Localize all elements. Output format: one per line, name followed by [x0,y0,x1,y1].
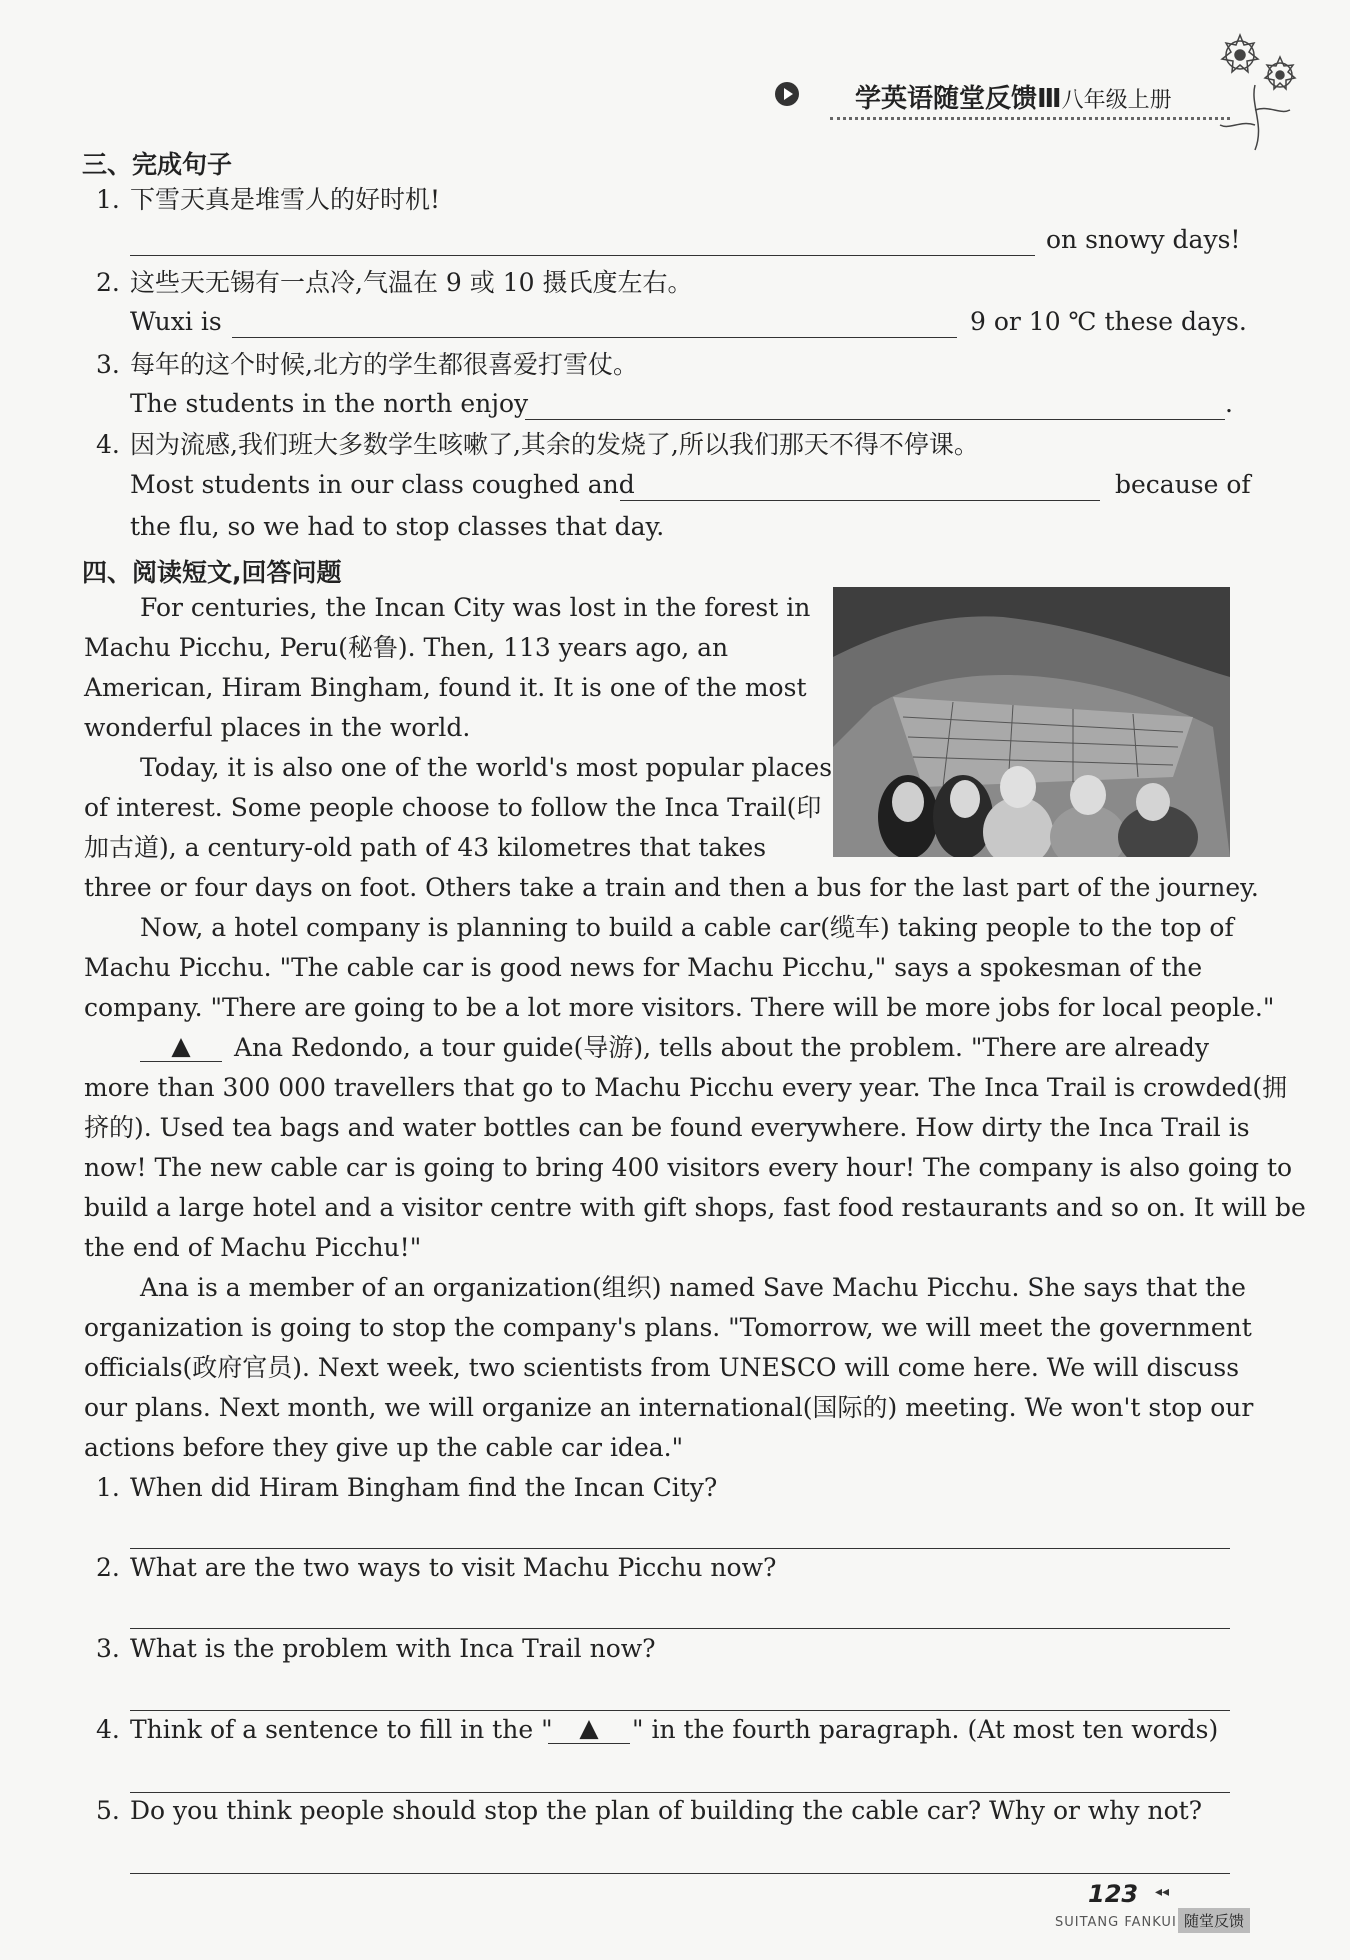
rq4-number: 4. [96,1715,120,1744]
passage-line: Machu Picchu. "The cable car is good news for Machu Picchu," says a spokesman of the [84,953,1203,982]
q2-tail: 9 or 10 ℃ these days. [970,307,1247,336]
q1-number: 1. [96,185,120,214]
header-title-text: 学英语随堂反馈Ⅲ [855,84,1062,114]
header-title [855,78,1172,115]
rq3-text: What is the problem with Inca Trail now? [130,1634,656,1663]
passage-line: company. "There are going to be a lot more visitors. There will be more jobs for local people." [84,993,1275,1022]
rq5-text: Do you think people should stop the plan of building the cable car? Why or why not? [130,1796,1203,1825]
rq1-number: 1. [96,1473,120,1502]
passage-line: our plans. Next month, we will organize an international(国际的) meeting. We won't stop our [84,1393,1254,1422]
footer-arrows-icon: ◂◂ [1155,1884,1170,1900]
passage-line: Ana is a member of an organization(组织) named Save Machu Picchu. She says that the [140,1273,1246,1302]
q1-chinese: 下雪天真是堆雪人的好时机! [130,185,441,214]
q3-chinese: 每年的这个时候,北方的学生都很喜爱打雪仗。 [130,350,638,379]
passage-line: officials(政府官员). Next week, two scientists from UNESCO will come here. We will discuss [84,1353,1240,1382]
q4-head: Most students in our class coughed and [130,470,635,499]
rq4-text-a: Think of a sentence to fill in the " [130,1715,553,1744]
q2-head: Wuxi is [130,307,222,336]
rq5-answer-line[interactable] [130,1873,1230,1874]
q2-blank[interactable] [232,337,957,338]
q3-blank[interactable] [525,419,1225,420]
passage-line: Ana Redondo, a tour guide(导游), tells about the problem. "There are already [234,1033,1209,1062]
play-icon [775,82,799,106]
rq5-number: 5. [96,1796,120,1825]
q3-head: The students in the north enjoy [130,389,529,418]
page-number: 123 [1088,1880,1139,1908]
q4-tail: because of [1115,470,1251,499]
rq1-answer-line[interactable] [130,1548,1230,1549]
passage-line: wonderful places in the world. [84,713,471,742]
triangle-blank: ▲ [140,1031,222,1062]
passage-line: Now, a hotel company is planning to build a cable car(缆车) taking people to the top of [140,913,1234,942]
passage-line: 挤的). Used tea bags and water bottles can be found everywhere. How dirty the Inca Trail is [84,1113,1250,1142]
passage-line: Machu Picchu, Peru(秘鲁). Then, 113 years ago, an [84,633,729,662]
passage-line: of interest. Some people choose to follow the Inca Trail(印 [84,793,822,822]
flower-decoration-icon [1195,15,1315,155]
passage-line: build a large hotel and a visitor centre with gift shops, fast food restaurants and so on. It will be [84,1193,1306,1222]
passage-line: actions before they give up the cable car idea." [84,1433,684,1462]
machu-picchu-photo [833,587,1230,857]
passage-line: three or four days on foot. Others take a train and then a bus for the last part of the journey. [84,873,1259,902]
q3-number: 3. [96,350,120,379]
q4-line2: the flu, so we had to stop classes that day. [130,512,665,541]
rq4-answer-line[interactable] [130,1792,1230,1793]
rq1-text: When did Hiram Bingham find the Incan City? [130,1473,718,1502]
rq2-text: What are the two ways to visit Machu Picchu now? [130,1553,777,1582]
q4-number: 4. [96,430,120,459]
rq2-answer-line[interactable] [130,1628,1230,1629]
rq2-number: 2. [96,1553,120,1582]
passage-line: organization is going to stop the company's plans. "Tomorrow, we will meet the government [84,1313,1252,1342]
q2-number: 2. [96,268,120,297]
passage-line: American, Hiram Bingham, found it. It is one of the most [84,673,807,702]
q4-chinese: 因为流感,我们班大多数学生咳嗽了,其余的发烧了,所以我们那天不得不停课。 [130,430,979,459]
rq3-number: 3. [96,1634,120,1663]
q3-tail: . [1225,389,1233,418]
footer-brand: SUITANG FANKUI [1055,1915,1177,1930]
rq4-triangle: ▲ [548,1713,630,1744]
page-header [775,72,1245,122]
rq4-text-b: " in the fourth paragraph. (At most ten words) [632,1715,1219,1744]
section-4-heading: 四、阅读短文,回答问题 [82,558,342,587]
header-dotted-rule [830,117,1230,120]
q2-chinese: 这些天无锡有一点冷,气温在 9 或 10 摄氏度左右。 [130,268,693,297]
rq3-answer-line[interactable] [130,1710,1230,1711]
passage-line: more than 300 000 travellers that go to Machu Picchu every year. The Inca Trail is crowded(拥 [84,1073,1288,1102]
footer-badge: 随堂反馈 [1178,1908,1250,1933]
passage-line: For centuries, the Incan City was lost in the forest in [140,593,811,622]
section-3-heading: 三、完成句子 [82,150,233,179]
q1-tail: on snowy days! [1046,225,1241,254]
passage-line: Today, it is also one of the world's most popular places [140,753,833,782]
passage-line: now! The new cable car is going to bring 400 visitors every hour! The company is also going to [84,1153,1293,1182]
passage-line: the end of Machu Picchu!" [84,1233,422,1262]
q4-blank[interactable] [620,500,1100,501]
q1-blank[interactable] [130,255,1035,256]
passage-line: 加古道), a century-old path of 43 kilometres that takes [84,833,767,862]
header-subtitle: 八年级上册 [1061,88,1172,113]
